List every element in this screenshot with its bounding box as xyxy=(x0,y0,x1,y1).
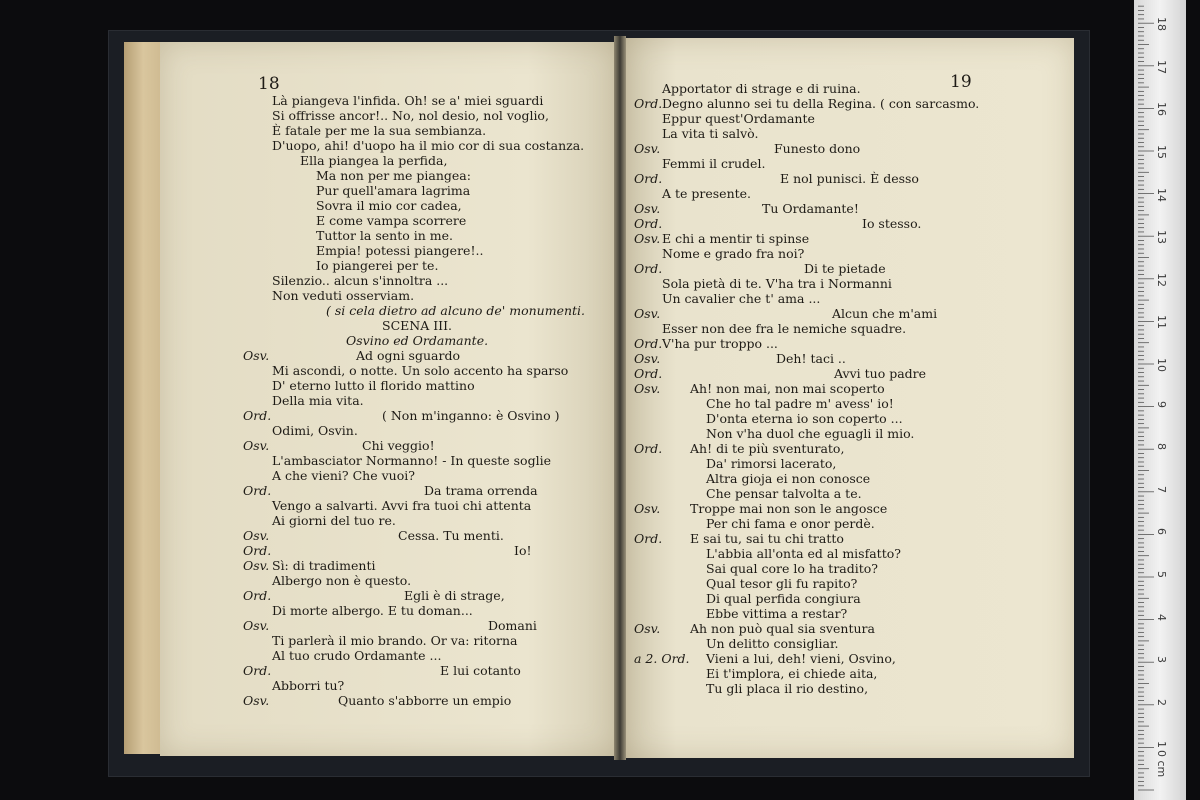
speaker-label: Osv. xyxy=(634,621,661,636)
text-line: Io piangerei per te. xyxy=(316,258,439,273)
text-line: Non veduti osserviam. xyxy=(272,288,415,303)
speaker-label: Osv. xyxy=(634,306,661,321)
speaker-label: Ord. xyxy=(634,441,663,456)
speaker-label: Ord. xyxy=(634,531,663,546)
text-line: E lui cotanto xyxy=(440,663,521,678)
speaker-label: Osv. xyxy=(634,231,661,246)
ruler-tick-label: 11 xyxy=(1155,315,1168,330)
speaker-label: Ord. xyxy=(634,216,663,231)
speaker-label: Ord. xyxy=(243,588,272,603)
text-line: Deh! taci .. xyxy=(776,351,846,366)
text-line: Vieni a lui, deh! vieni, Osvino, xyxy=(706,651,896,666)
ruler-tick-label: 16 xyxy=(1155,102,1168,117)
text-line: Io! xyxy=(514,543,532,558)
text-line: Degno alunno sei tu della Regina. ( con sarcasmo. xyxy=(662,96,980,111)
ruler-tick-label: 8 xyxy=(1155,443,1168,451)
speaker-label: Osv. xyxy=(634,201,661,216)
ruler-tick-label: 9 xyxy=(1155,400,1168,408)
text-line: Apportator di strage e di ruina. xyxy=(662,81,861,96)
text-line: Qual tesor gli fu rapito? xyxy=(706,576,858,591)
speaker-label: Osv. xyxy=(634,501,661,516)
text-line: E come vampa scorrere xyxy=(316,213,467,228)
speaker-label: Osv. xyxy=(243,438,270,453)
speaker-label: Ord. xyxy=(634,171,663,186)
text-line: L'abbia all'onta ed al misfatto? xyxy=(706,546,901,561)
text-line: Di qual perfida congiura xyxy=(706,591,861,606)
text-line: La vita ti salvò. xyxy=(662,126,759,141)
text-line: D' eterno lutto il florido mattino xyxy=(272,378,475,393)
text-line: Da trama orrenda xyxy=(424,483,538,498)
text-line: Ah! di te più sventurato, xyxy=(690,441,845,456)
text-line: Che ho tal padre m' avess' io! xyxy=(706,396,894,411)
ruler-tick-label: 12 xyxy=(1155,272,1168,287)
right-page-number: 19 xyxy=(950,72,972,92)
speaker-label: Ord. xyxy=(243,408,272,423)
speaker-label: Osv. xyxy=(243,618,270,633)
text-line: Vengo a salvarti. Avvi fra tuoi chi attenta xyxy=(272,498,532,513)
text-line: Mi ascondi, o notte. Un solo accento ha sparso xyxy=(272,363,569,378)
text-line: Abborri tu? xyxy=(272,678,345,693)
text-line: Ella piangea la perfida, xyxy=(300,153,448,168)
text-line: Tu gli placa il rio destino, xyxy=(706,681,869,696)
speaker-label: Ord. xyxy=(243,663,272,678)
ruler-tick-label: 3 xyxy=(1155,656,1168,664)
text-line: L'ambasciator Normanno! - In queste soglie xyxy=(272,453,551,468)
speaker-label: Osv. xyxy=(243,528,270,543)
text-line: Si offrisse ancor!.. No, nol desio, nol voglio, xyxy=(272,108,549,123)
text-line: Avvi tuo padre xyxy=(834,366,927,381)
text-line: D'onta eterna io son coperto ... xyxy=(706,411,903,426)
text-line: Odimi, Osvin. xyxy=(272,423,358,438)
text-line: Della mia vita. xyxy=(272,393,364,408)
speaker-label: Osv. xyxy=(634,351,661,366)
text-line: Domani xyxy=(488,618,537,633)
text-line: Quanto s'abborre un empio xyxy=(338,693,512,708)
text-line: V'ha pur troppo ... xyxy=(662,336,778,351)
measuring-ruler xyxy=(1134,0,1186,800)
text-line: Io stesso. xyxy=(862,216,922,231)
ruler-tick-label: 5 xyxy=(1155,571,1168,578)
text-line: Ad ogni sguardo xyxy=(356,348,460,363)
speaker-label: Ord. xyxy=(243,543,272,558)
ruler-tick-label: 0 cm xyxy=(1155,750,1168,778)
speaker-label: Ord. xyxy=(634,366,663,381)
text-line: Un cavalier che t' ama ... xyxy=(662,291,821,306)
text-line: D'uopo, ahi! d'uopo ha il mio cor di sua costanza. xyxy=(272,138,585,153)
text-line: Che pensar talvolta a te. xyxy=(706,486,862,501)
text-line: Tuttor la sento in me. xyxy=(316,228,453,243)
text-line: Funesto dono xyxy=(774,141,861,156)
text-line: Di te pietade xyxy=(804,261,886,276)
text-line: Troppe mai non son le angosce xyxy=(690,501,888,516)
text-line: Là piangeva l'infida. Oh! se a' miei sguardi xyxy=(272,93,544,108)
text-line: Cessa. Tu menti. xyxy=(398,528,504,543)
text-line: Ah! non mai, non mai scoperto xyxy=(690,381,885,396)
ruler-ticks xyxy=(1134,0,1186,800)
scene-heading: SCENA III. xyxy=(382,318,452,333)
scene-characters: Osvino ed Ordamante. xyxy=(346,333,489,348)
text-line: Non v'ha duol che eguagli il mio. xyxy=(706,426,915,441)
text-line: Silenzio.. alcun s'innoltra ... xyxy=(272,273,449,288)
speaker-label: Ord. xyxy=(634,336,663,351)
text-line: Pur quell'amara lagrima xyxy=(316,183,471,198)
text-line: Chi veggio! xyxy=(362,438,435,453)
speaker-label: Ord. xyxy=(634,261,663,276)
ruler-tick-label: 10 xyxy=(1155,358,1168,372)
speaker-label: Ord. xyxy=(243,483,272,498)
speaker-label: Osv. xyxy=(634,381,661,396)
text-line: Egli è di strage, xyxy=(404,588,505,603)
text-line: Ma non per me piangea: xyxy=(316,168,471,183)
text-line: Sai qual core lo ha tradito? xyxy=(706,561,879,576)
text-line: Ah non può qual sia sventura xyxy=(690,621,875,636)
text-line: Ai giorni del tuo re. xyxy=(272,513,396,528)
ruler-tick-label: 6 xyxy=(1155,528,1168,536)
text-line: Sì: di tradimenti xyxy=(272,558,376,573)
text-line: Esser non dee fra le nemiche squadre. xyxy=(662,321,907,336)
text-line: Sovra il mio cor cadea, xyxy=(316,198,462,213)
ruler-tick-label: 1 xyxy=(1155,741,1168,749)
text-line: Nome e grado fra noi? xyxy=(662,246,805,261)
ruler-tick-label: 2 xyxy=(1155,698,1168,706)
book-gutter xyxy=(614,36,626,760)
text-line: Sola pietà di te. V'ha tra i Normanni xyxy=(662,276,892,291)
text-line: Di morte albergo. E tu doman... xyxy=(272,603,473,618)
speaker-label: a 2. Ord. xyxy=(634,651,690,666)
text-line: Altra gioja ei non conosce xyxy=(706,471,871,486)
text-line: A che vieni? Che vuoi? xyxy=(272,468,415,483)
text-line: E nol punisci. È desso xyxy=(780,171,919,186)
ruler-tick-label: 4 xyxy=(1155,613,1168,621)
text-line: E sai tu, sai tu chi tratto xyxy=(690,531,844,546)
text-line: Da' rimorsi lacerato, xyxy=(706,456,837,471)
speaker-label: Osv. xyxy=(243,348,270,363)
speaker-label: Osv. xyxy=(243,693,270,708)
text-line: Tu Ordamante! xyxy=(762,201,859,216)
text-line: Per chi fama e onor perdè. xyxy=(706,516,875,531)
text-line: Femmi il crudel. xyxy=(662,156,766,171)
speaker-label: Osv. xyxy=(243,558,270,573)
text-line: ( Non m'inganno: è Osvino ) xyxy=(382,408,560,423)
left-page-number: 18 xyxy=(258,74,280,94)
ruler-tick-label: 7 xyxy=(1155,485,1168,493)
text-line: Albergo non è questo. xyxy=(272,573,412,588)
text-line: Ti parlerà il mio brando. Or va: ritorna xyxy=(272,633,518,648)
ruler-tick-label: 18 xyxy=(1155,17,1168,32)
ruler-tick-label: 17 xyxy=(1155,59,1168,74)
ruler-tick-label: 14 xyxy=(1155,187,1168,202)
speaker-label: Ord. xyxy=(634,96,663,111)
text-line: Un delitto consigliar. xyxy=(706,636,839,651)
text-line: È fatale per me la sua sembianza. xyxy=(272,123,487,138)
text-line: A te presente. xyxy=(662,186,752,201)
stage-direction: ( si cela dietro ad alcuno de' monumenti. xyxy=(326,303,586,318)
text-line: Ei t'implora, ei chiede aita, xyxy=(706,666,878,681)
ruler-tick-label: 13 xyxy=(1155,230,1168,245)
text-line: Al tuo crudo Ordamante ... xyxy=(272,648,442,663)
text-line: E chi a mentir ti spinse xyxy=(662,231,810,246)
speaker-label: Osv. xyxy=(634,141,661,156)
text-line: Alcun che m'ami xyxy=(832,306,938,321)
text-line: Ebbe vittima a restar? xyxy=(706,606,848,621)
text-line: Empia! potessi piangere!.. xyxy=(316,243,484,258)
ruler-tick-label: 15 xyxy=(1155,145,1168,159)
text-line: Eppur quest'Ordamante xyxy=(662,111,815,126)
